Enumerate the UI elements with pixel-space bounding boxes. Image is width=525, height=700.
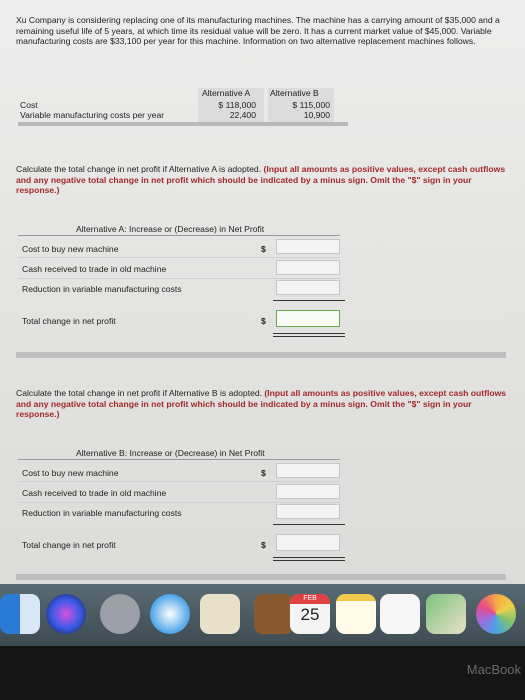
question-a bbox=[16, 164, 508, 196]
cost-alternative-a: $ 118,000 bbox=[218, 100, 256, 110]
contacts-icon[interactable] bbox=[254, 594, 294, 634]
section-divider-a bbox=[16, 352, 506, 358]
alternative-b-panel bbox=[18, 448, 350, 568]
panel-b-title-rule bbox=[18, 459, 340, 460]
panel-a-row-rule-2 bbox=[18, 278, 340, 279]
laptop-bezel bbox=[0, 646, 525, 700]
panel-a-total-input[interactable] bbox=[276, 310, 340, 327]
siri-icon[interactable] bbox=[46, 594, 86, 634]
panel-a-trade-in-input[interactable] bbox=[276, 260, 340, 275]
alternatives-table bbox=[18, 88, 348, 132]
panel-a-dollar-total: $ bbox=[261, 316, 266, 326]
row-label-variable-costs: Variable manufacturing costs per year bbox=[20, 110, 165, 120]
launchpad-rocket-icon[interactable] bbox=[100, 594, 140, 634]
panel-a-row-rule-1 bbox=[18, 257, 340, 258]
photos-icon[interactable] bbox=[476, 594, 516, 634]
finder-icon[interactable] bbox=[0, 594, 40, 634]
panel-b-label-cost: Cost to buy new machine bbox=[22, 468, 119, 478]
variable-cost-alternative-b: 10,900 bbox=[303, 110, 330, 120]
table-bottom-border bbox=[18, 122, 348, 126]
panel-a-dollar-cost: $ bbox=[261, 244, 266, 254]
panel-b-trade-in-input[interactable] bbox=[276, 484, 340, 499]
header-alternative-a: Alternative A bbox=[202, 88, 251, 98]
panel-b-row-rule-2 bbox=[18, 502, 340, 503]
panel-b-row-rule-1 bbox=[18, 481, 340, 482]
mail-icon[interactable] bbox=[200, 594, 240, 634]
panel-a-label-reduction: Reduction in variable manufacturing costs bbox=[22, 284, 182, 294]
header-alternative-b: Alternative B bbox=[270, 88, 319, 98]
calendar-day: 25 bbox=[300, 605, 320, 624]
panel-a-title-rule bbox=[18, 235, 340, 236]
question-a-text: Calculate the total change in net profit if Alternative A is adopted. bbox=[16, 164, 262, 174]
panel-a-reduction-input[interactable] bbox=[276, 280, 340, 295]
panel-b-total-input[interactable] bbox=[276, 534, 340, 551]
panel-b-cost-input[interactable] bbox=[276, 463, 340, 478]
row-label-cost: Cost bbox=[20, 100, 38, 110]
problem-intro: Xu Company is considering replacing one of its manufacturing machines. The machine has a carrying amount of $35,000 and a remaining useful life of 5 years, at which time its residual value will be zero. It has a current market value of $45,000. Variable manufacturing costs are $33,100 per year for this machine. Information on two alternative replacement machines follows. bbox=[16, 15, 500, 47]
panel-b-dollar-total: $ bbox=[261, 540, 266, 550]
maps-icon[interactable] bbox=[426, 594, 466, 634]
panel-b-label-trade-in: Cash received to trade in old machine bbox=[22, 488, 167, 498]
panel-a-subtotal-rule bbox=[273, 300, 345, 301]
panel-b-label-total: Total change in net profit bbox=[22, 540, 116, 550]
safari-compass-icon[interactable] bbox=[150, 594, 190, 634]
device-brand-label: MacBook bbox=[466, 662, 521, 677]
reminders-icon[interactable] bbox=[380, 594, 420, 634]
section-divider-b bbox=[16, 574, 506, 580]
panel-a-label-total: Total change in net profit bbox=[22, 316, 116, 326]
panel-b-reduction-input[interactable] bbox=[276, 504, 340, 519]
variable-cost-alternative-a: 22,400 bbox=[229, 110, 256, 120]
macos-dock bbox=[0, 584, 525, 646]
question-a-instruction: (Input all amounts as positive values, except cash outflows and any negative total change in net profit which should be indicated by a minus sign. Omit the "$" sign in your response.) bbox=[16, 164, 506, 196]
panel-a-title: Alternative A: Increase or (Decrease) in Net Profit bbox=[76, 224, 265, 234]
calendar-month: FEB bbox=[290, 594, 330, 604]
question-b bbox=[16, 388, 508, 420]
panel-b-dollar-cost: $ bbox=[261, 468, 266, 478]
panel-b-subtotal-rule bbox=[273, 524, 345, 525]
panel-a-label-cost: Cost to buy new machine bbox=[22, 244, 119, 254]
notes-icon[interactable] bbox=[336, 594, 376, 634]
panel-b-double-rule-1 bbox=[273, 557, 345, 558]
panel-a-cost-input[interactable] bbox=[276, 239, 340, 254]
panel-a-label-trade-in: Cash received to trade in old machine bbox=[22, 264, 167, 274]
alternative-a-panel bbox=[18, 224, 350, 346]
panel-a-double-rule-1 bbox=[273, 333, 345, 334]
question-b-instruction: (Input all amounts as positive values, except cash outflows and any negative total change in net profit which should be indicated by a minus sign. Omit the "$" sign in your response.) bbox=[16, 388, 507, 420]
calendar-icon[interactable] bbox=[290, 594, 330, 634]
panel-a-double-rule-2 bbox=[273, 336, 345, 337]
cost-alternative-b: $ 115,000 bbox=[292, 100, 330, 110]
panel-b-label-reduction: Reduction in variable manufacturing costs bbox=[22, 508, 182, 518]
panel-b-double-rule-2 bbox=[273, 560, 345, 561]
panel-b-title: Alternative B: Increase or (Decrease) in Net Profit bbox=[76, 448, 265, 458]
question-b-text: Calculate the total change in net profit if Alternative B is adopted. bbox=[16, 388, 263, 398]
